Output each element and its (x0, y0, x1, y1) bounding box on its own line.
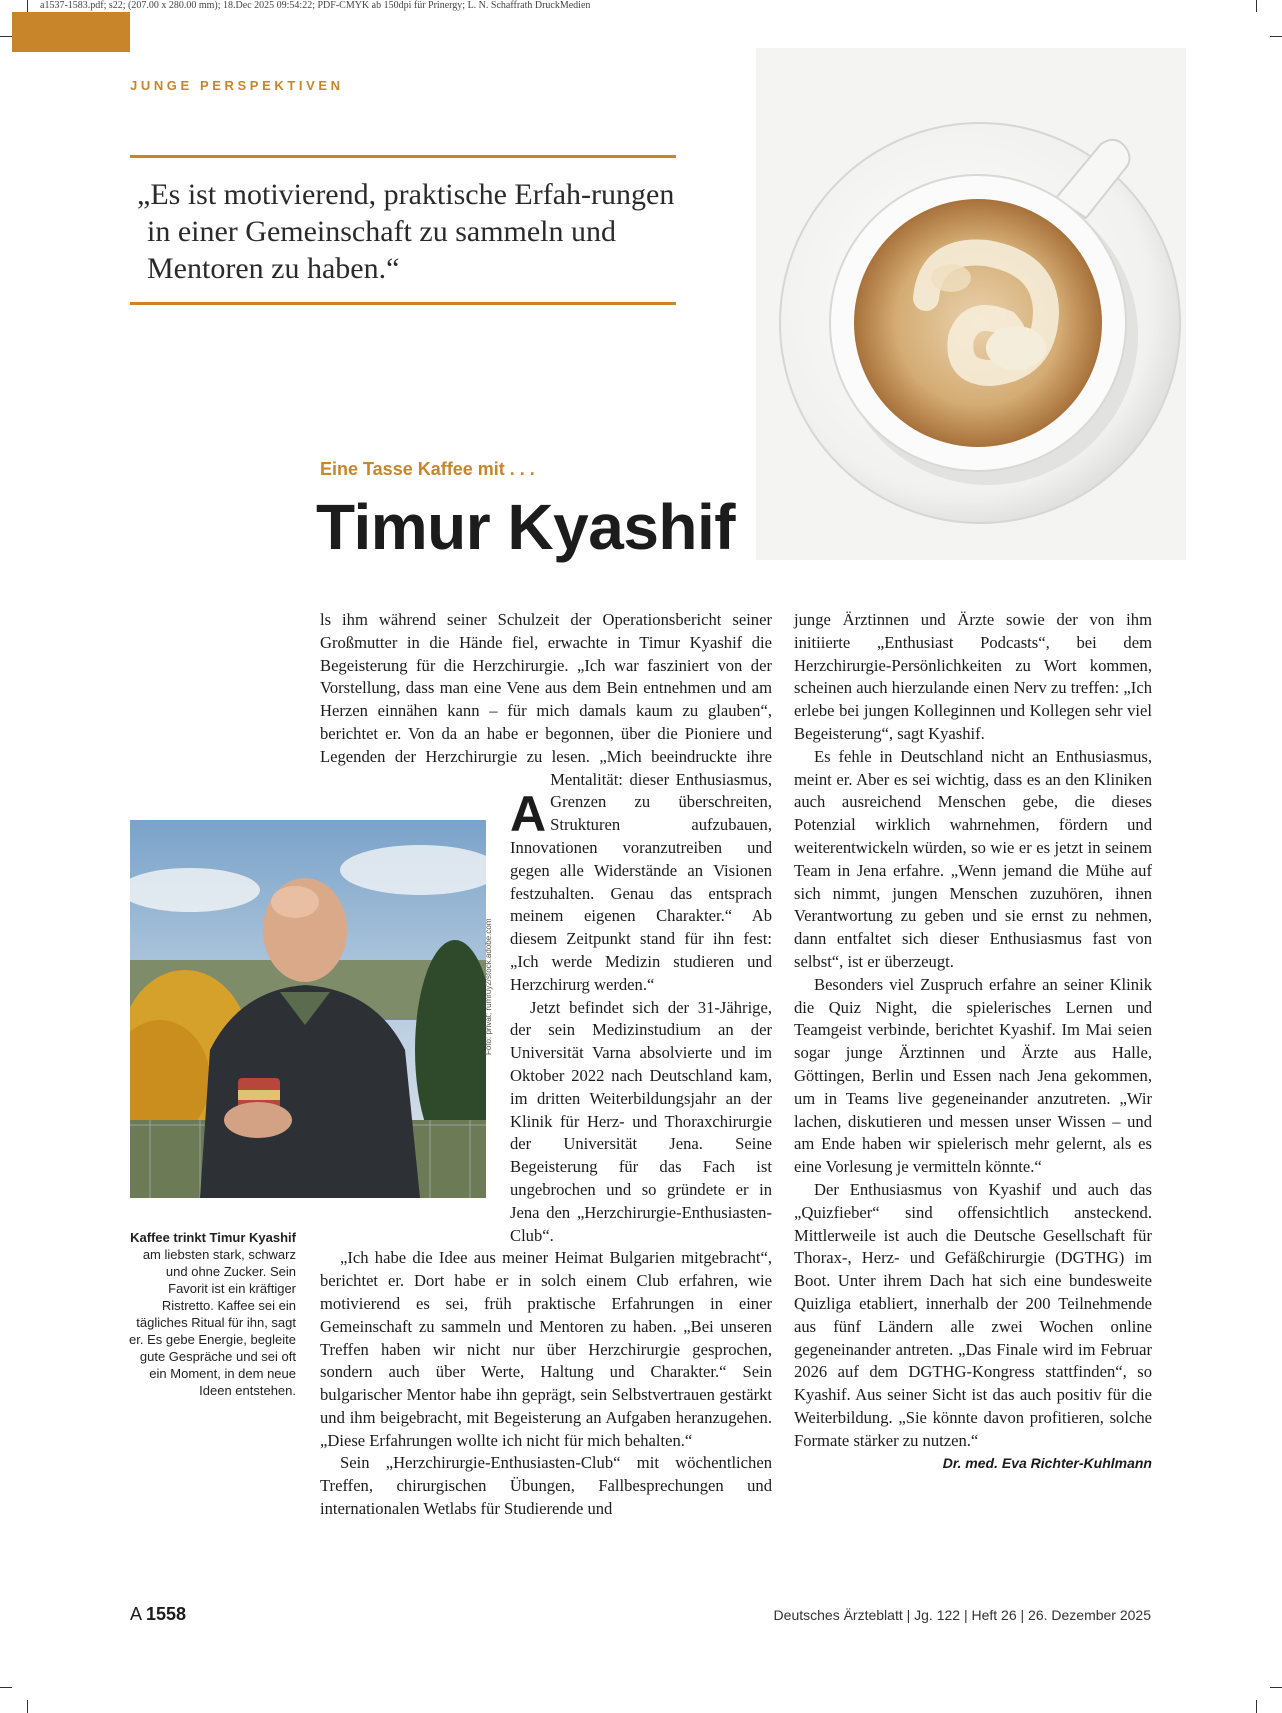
milk-foam (986, 326, 1046, 370)
photo-wrap-spacer (320, 791, 510, 1243)
drop-cap: A (510, 786, 547, 842)
journal-footer: Deutsches Ärzteblatt | Jg. 122 | Heft 26 | 26. Dezember 2025 (773, 1607, 1151, 1623)
crop-mark (0, 36, 12, 37)
paragraph: Jetzt befindet sich der 31-Jährige, der sein Medizinstudium an der Universität Varna absolvierte und im Oktober 2022 nach Deutschland kam, im dritten Weiterbildungsjahr an der Klinik für Herz- und Thoraxchirurgie der Universität Jena. Seine Begeisterung für das Fach ist ungebrochen und so gründete er in Jena den „Herzchirurgie-Enthusiasten-Club“. (510, 997, 772, 1245)
article-column-2 (794, 609, 1152, 1475)
page-prefix: A (130, 1604, 147, 1624)
head-highlight (271, 886, 319, 918)
milk-foam (931, 264, 971, 292)
section-color-tab (12, 12, 130, 52)
pull-quote-text: „Es ist motivierend, praktische Erfah-rungen in einer Gemeinschaft zu sammeln und Mentoren zu haben.“ (137, 178, 675, 285)
photo-caption (126, 1229, 296, 1399)
mug-pattern (238, 1090, 280, 1100)
section-label: JUNGE PERSPEKTIVEN (130, 78, 344, 93)
crop-mark (0, 1687, 12, 1688)
coffee-cup-illustration (756, 48, 1186, 560)
caption-lead: Kaffee trinkt Timur Kyashif (130, 1230, 296, 1245)
crop-mark (1270, 36, 1282, 37)
article-headline: Timur Kyashif (316, 491, 736, 563)
page-number-value: 1558 (146, 1604, 187, 1624)
paragraph: „Ich habe die Idee aus meiner Heimat Bulgarien mitgebracht“, berichtet er. Dort habe er in solch einem Club erfahren, wie motivierend es sei, früh praktische Erfahrungen in einer Gemeinschaft zu sammeln und Mentoren zu haben. „Bei unseren Treffen haben wir nicht nur über Herzchirurgie gesprochen, sondern auch über Werte, Haltung und Charakter.“ Sein bulgarischer Mentor habe ihn geprägt, sein Selbstvertrauen gestärkt und ihm beigebracht, mit Begeisterung an Aufgaben heranzugehen. „Diese Erfahrungen wollte ich nicht für mich behalten.“ (320, 1248, 772, 1450)
paragraph-text: ls ihm während seiner Schulzeit der Operationsbericht seiner Großmutter in die Hände fiel, erwachte in Timur Kyashif die Begeisterung für die Herzchirurgie. „Ich war fasziniert von der Vorstellung, dass man eine Vene aus dem Bein entnehmen und am Herzen einnähen kann – für mich damals kaum zu glauben“, berichtet er. Von da an habe er begonnen, über die Pioniere und Legenden der Herzchirurgie zu lesen. „Mich beeindruckte ihre Mentalität: dieser Enthusiasmus, Grenzen zu überschreiten, Strukturen aufzubauen, Innovationen voranzutreiben und gegen alle Widerstände an Visionen festzuhalten. Genau das entsprach meinem eigenen Charakter.“ Ab diesem Zeitpunkt stand für ihn fest: „Ich werde Medizin studieren und Herzchirurg werden.“ (320, 610, 772, 994)
page-number (130, 1604, 186, 1625)
crop-mark (1270, 1687, 1282, 1688)
article-kicker: Eine Tasse Kaffee mit . . . (320, 459, 535, 479)
paragraph-text: Der Enthusiasmus von Kyashif und auch das „Quizfieber“ sind offensichtlich ansteckend. Mittlerweile ist auch die Deutsche Gesellschaft für Thorax-, Herz- und Gefäßchirurgie (DGTHG) im Boot. Unter ihrem Dach hat sich eine bundesweite Quizliga etabliert, innerhalb der 200 Teilnehmende aus fünf Ländern alle zwei Wochen online gegeneinander antreten. „Das Finale wird im Februar 2026 auf dem DGTHG-Kongress stattfinden“, so Kyashif. Aus seiner Sicht ist das auch positiv für die Weiterbildung. „Sie könnte davon profitieren, solche Formate stärker zu nutzen.“ (794, 1179, 1152, 1450)
paragraph (794, 1179, 1152, 1472)
paragraph: Es fehle in Deutschland nicht an Enthusiasmus, meint er. Aber es sei wichtig, dass es an den Kliniken auch ausreichend Menschen gebe, die dieses Potenzial wirklich wahrnehmen, fördern und weiterentwickeln würden, so wie er es jetzt in seinem Team in Jena erfahre. „Wenn jemand die Mühe auf sich nimmt, jungen Menschen zuzuhören, ihnen Verantwortung zu geben und sie ernst zu nehmen, dann entfaltet sich dieser Enthusiasmus fast von selbst“, ist er überzeugt. (794, 746, 1152, 971)
author-byline: Dr. med. Eva Richter-Kuhlmann (942, 1455, 1152, 1472)
article-column-1 (320, 609, 772, 1521)
paragraph: Sein „Herzchirurgie-Enthusiasten-Club“ mit wöchentlichen Treffen, chirurgischen Übungen, Fallbesprechungen und internationalen Wetlabs für Studierende und (320, 1453, 772, 1519)
crop-mark (1256, 0, 1257, 12)
paragraph: junge Ärztinnen und Ärzte sowie der von ihm initiierte „Enthusiast Podcasts“, bei dem Herzchirurgie-Persönlichkeiten zu Wort kommen, scheinen auch hierzulande einen Nerv zu treffen: „Ich erlebe bei jungen Kolleginnen und Kollegen sehr viel Begeisterung“, sagt Kyashif. (794, 610, 1152, 743)
print-slug-line: a1537-1583.pdf; s22; (207.00 x 280.00 mm); 18.Dec 2025 09:54:22; PDF-CMYK ab 150dpi für Prinergy; L. N. Schaffrath DruckMedien (40, 0, 591, 11)
photo-credit: Foto: privat; rumruy2/stock.adobe.com (484, 918, 493, 1055)
coffee-cup-image (756, 48, 1186, 560)
paragraph: Besonders viel Zuspruch erfahre an seiner Klinik die Quiz Night, die spielerisches Lernen und Teamgeist verbinde, berichtet Kyashif. Im Mai seien sogar junge Ärztinnen und Ärzte aus Halle, Göttingen, Berlin und Essen nach Jena gekommen, um in Teams live gegeneinander anzutreten. „Wir lachen, diskutieren und messen unser Wissen – und am Ende haben wir spielerisch mehr gelernt, als es eine Vorlesung je vermitteln könnte.“ (794, 974, 1152, 1177)
hands (224, 1102, 292, 1138)
pull-quote (130, 155, 676, 305)
crop-mark (1256, 1700, 1257, 1713)
crop-mark (27, 0, 28, 12)
caption-text: am liebsten stark, schwarz und ohne Zucker. Sein Favorit ist ein kräftiger Ristretto. Kaffee sei ein tägliches Ritual für ihn, sagt er. Es gebe Energie, begleite gute Gespräche und sei oft ein Moment, in dem neue Ideen entstehen. (129, 1247, 296, 1398)
crop-mark (27, 1700, 28, 1713)
